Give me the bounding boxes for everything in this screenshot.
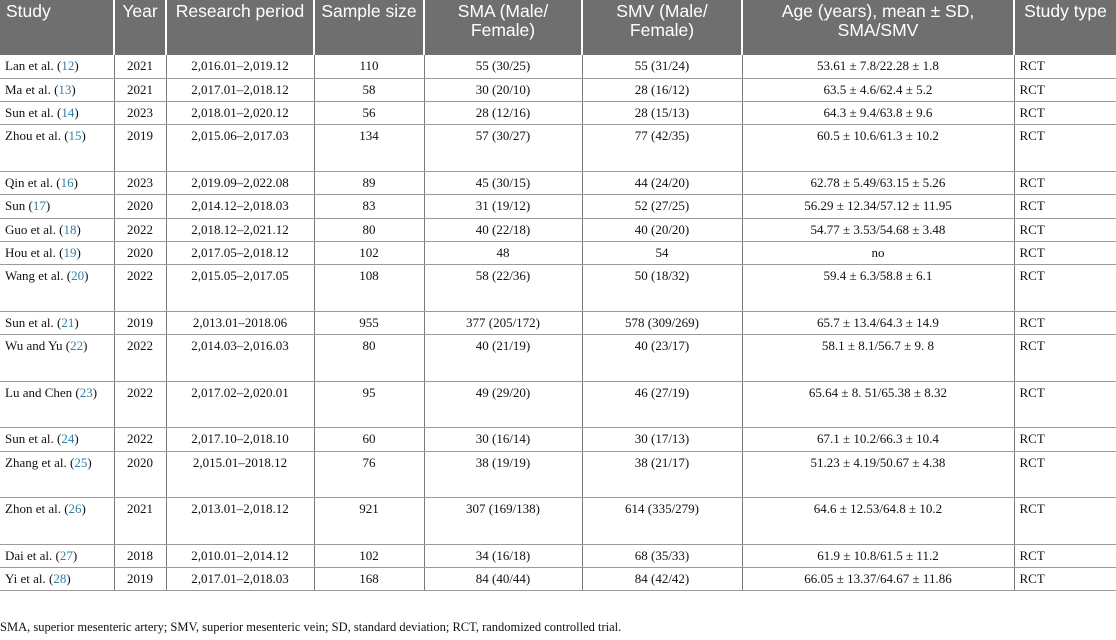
cell-age: 56.29 ± 12.34/57.12 ± 11.95 bbox=[742, 195, 1014, 218]
cell-study-type: RCT bbox=[1014, 78, 1116, 101]
study-name: Yi et al. ( bbox=[5, 571, 54, 587]
cell-study-type: RCT bbox=[1014, 218, 1116, 241]
cell-study-type: RCT bbox=[1014, 265, 1116, 312]
reference-link[interactable]: 28 bbox=[53, 571, 67, 587]
cell-study-type: RCT bbox=[1014, 125, 1116, 172]
cell-study bbox=[0, 55, 114, 78]
cell-research-period: 2,014.12–2,018.03 bbox=[166, 195, 314, 218]
cell-sma: 48 bbox=[424, 241, 582, 264]
cell-sample-size: 921 bbox=[314, 498, 424, 545]
cell-year: 2019 bbox=[114, 125, 166, 172]
reference-link[interactable]: 18 bbox=[63, 221, 77, 237]
study-name: Sun et al. ( bbox=[5, 431, 62, 447]
reference-link[interactable]: 26 bbox=[68, 501, 82, 517]
study-name-close: ) bbox=[87, 454, 92, 470]
reference-link[interactable]: 17 bbox=[32, 198, 46, 214]
table-row bbox=[0, 102, 1116, 125]
cell-sma: 49 (29/20) bbox=[424, 381, 582, 428]
reference-link[interactable]: 25 bbox=[74, 454, 88, 470]
cell-age: no bbox=[742, 241, 1014, 264]
cell-year: 2022 bbox=[114, 428, 166, 451]
cell-smv: 55 (31/24) bbox=[582, 55, 742, 78]
table-footnote: SMA, superior mesenteric artery; SMV, superior mesenteric vein; SD, standard deviation; RCT, randomized controlled trial. bbox=[0, 620, 622, 634]
cell-age: 65.64 ± 8. 51/65.38 ± 8.32 bbox=[742, 381, 1014, 428]
cell-smv: 30 (17/13) bbox=[582, 428, 742, 451]
cell-study bbox=[0, 451, 114, 498]
cell-sample-size: 80 bbox=[314, 335, 424, 382]
cell-research-period: 2,017.05–2,018.12 bbox=[166, 241, 314, 264]
cell-study bbox=[0, 335, 114, 382]
table-row bbox=[0, 78, 1116, 101]
study-name: Zhang et al. ( bbox=[5, 454, 75, 470]
cell-study-type: RCT bbox=[1014, 311, 1116, 334]
cell-age: 60.5 ± 10.6/61.3 ± 10.2 bbox=[742, 125, 1014, 172]
cell-year: 2019 bbox=[114, 311, 166, 334]
cell-age: 54.77 ± 3.53/54.68 ± 3.48 bbox=[742, 218, 1014, 241]
cell-study bbox=[0, 195, 114, 218]
cell-sma: 57 (30/27) bbox=[424, 125, 582, 172]
cell-year: 2021 bbox=[114, 78, 166, 101]
table-row bbox=[0, 265, 1116, 312]
cell-year: 2021 bbox=[114, 498, 166, 545]
reference-link[interactable]: 21 bbox=[61, 314, 75, 330]
cell-sma: 30 (20/10) bbox=[424, 78, 582, 101]
table-row bbox=[0, 335, 1116, 382]
study-name: Sun et al. ( bbox=[5, 314, 62, 330]
cell-year: 2022 bbox=[114, 335, 166, 382]
cell-sma: 58 (22/36) bbox=[424, 265, 582, 312]
cell-age: 64.6 ± 12.53/64.8 ± 10.2 bbox=[742, 498, 1014, 545]
cell-sma: 30 (16/14) bbox=[424, 428, 582, 451]
cell-study bbox=[0, 498, 114, 545]
cell-sma: 377 (205/172) bbox=[424, 311, 582, 334]
reference-link[interactable]: 23 bbox=[79, 384, 93, 400]
table-row bbox=[0, 125, 1116, 172]
table-row bbox=[0, 241, 1116, 264]
cell-research-period: 2,016.01–2,019.12 bbox=[166, 55, 314, 78]
header-smv: SMV (Male/ Female) bbox=[582, 0, 742, 55]
cell-research-period: 2,015.06–2,017.03 bbox=[166, 125, 314, 172]
study-name-close: ) bbox=[74, 431, 79, 447]
cell-sample-size: 110 bbox=[314, 55, 424, 78]
header-age: Age (years), mean ± SD, SMA/SMV bbox=[742, 0, 1014, 55]
cell-study-type: RCT bbox=[1014, 55, 1116, 78]
cell-sample-size: 102 bbox=[314, 544, 424, 567]
study-name-close: ) bbox=[74, 105, 79, 121]
cell-study bbox=[0, 125, 114, 172]
study-name: Zhon et al. ( bbox=[5, 501, 69, 517]
study-name-close: ) bbox=[71, 81, 76, 97]
study-name: Zhou et al. ( bbox=[5, 128, 69, 144]
reference-link[interactable]: 19 bbox=[63, 244, 77, 260]
cell-sample-size: 80 bbox=[314, 218, 424, 241]
cell-study bbox=[0, 311, 114, 334]
study-name-close: ) bbox=[81, 128, 86, 144]
cell-study bbox=[0, 381, 114, 428]
cell-year: 2022 bbox=[114, 265, 166, 312]
cell-study-type: RCT bbox=[1014, 195, 1116, 218]
cell-sample-size: 58 bbox=[314, 78, 424, 101]
cell-study bbox=[0, 428, 114, 451]
cell-age: 63.5 ± 4.6/62.4 ± 5.2 bbox=[742, 78, 1014, 101]
cell-smv: 52 (27/25) bbox=[582, 195, 742, 218]
table-row bbox=[0, 498, 1116, 545]
reference-link[interactable]: 16 bbox=[60, 174, 74, 190]
study-name-close: ) bbox=[81, 501, 86, 517]
cell-age: 65.7 ± 13.4/64.3 ± 14.9 bbox=[742, 311, 1014, 334]
study-name-close: ) bbox=[76, 244, 81, 260]
cell-year: 2020 bbox=[114, 451, 166, 498]
cell-smv: 46 (27/19) bbox=[582, 381, 742, 428]
cell-age: 62.78 ± 5.49/63.15 ± 5.26 bbox=[742, 171, 1014, 194]
study-name-close: ) bbox=[74, 58, 79, 73]
table-row bbox=[0, 171, 1116, 194]
cell-smv: 44 (24/20) bbox=[582, 171, 742, 194]
cell-year: 2020 bbox=[114, 195, 166, 218]
cell-sample-size: 134 bbox=[314, 125, 424, 172]
reference-link[interactable]: 24 bbox=[61, 431, 75, 447]
study-name: Wang et al. ( bbox=[5, 268, 72, 284]
cell-age: 51.23 ± 4.19/50.67 ± 4.38 bbox=[742, 451, 1014, 498]
table-row bbox=[0, 568, 1116, 591]
study-name-close: ) bbox=[72, 547, 78, 563]
cell-year: 2023 bbox=[114, 102, 166, 125]
cell-sample-size: 56 bbox=[314, 102, 424, 125]
reference-link[interactable]: 22 bbox=[70, 338, 84, 354]
cell-study bbox=[0, 171, 114, 194]
study-name: Ma et al. ( bbox=[5, 81, 59, 97]
cell-sma: 40 (22/18) bbox=[424, 218, 582, 241]
cell-smv: 40 (20/20) bbox=[582, 218, 742, 241]
cell-smv: 54 bbox=[582, 241, 742, 264]
cell-smv: 40 (23/17) bbox=[582, 335, 742, 382]
cell-research-period: 2,019.09–2,022.08 bbox=[166, 171, 314, 194]
cell-age: 66.05 ± 13.37/64.67 ± 11.86 bbox=[742, 568, 1014, 591]
cell-study bbox=[0, 102, 114, 125]
study-name: Lan et al. ( bbox=[5, 58, 62, 73]
study-name: Qin et al. ( bbox=[5, 174, 61, 190]
cell-study bbox=[0, 241, 114, 264]
cell-study-type: RCT bbox=[1014, 171, 1116, 194]
cell-sample-size: 102 bbox=[314, 241, 424, 264]
cell-research-period: 2,018.01–2,020.12 bbox=[166, 102, 314, 125]
cell-study bbox=[0, 78, 114, 101]
cell-research-period: 2,014.03–2,016.03 bbox=[166, 335, 314, 382]
cell-smv: 614 (335/279) bbox=[582, 498, 742, 545]
cell-year: 2019 bbox=[114, 568, 166, 591]
table-row bbox=[0, 544, 1116, 567]
study-name-close: ) bbox=[66, 571, 71, 587]
cell-year: 2022 bbox=[114, 218, 166, 241]
study-name: Wu and Yu ( bbox=[5, 338, 71, 354]
cell-research-period: 2,013.01–2018.06 bbox=[166, 311, 314, 334]
cell-study-type: RCT bbox=[1014, 381, 1116, 428]
cell-research-period: 2,010.01–2,014.12 bbox=[166, 544, 314, 567]
cell-smv: 68 (35/33) bbox=[582, 544, 742, 567]
cell-research-period: 2,015.05–2,017.05 bbox=[166, 265, 314, 312]
reference-link[interactable]: 15 bbox=[68, 128, 82, 144]
study-name-close: ) bbox=[74, 314, 79, 330]
cell-study-type: RCT bbox=[1014, 451, 1116, 498]
cell-sample-size: 95 bbox=[314, 381, 424, 428]
table-row bbox=[0, 381, 1116, 428]
study-name: Hou et al. ( bbox=[5, 244, 64, 260]
cell-study-type: RCT bbox=[1014, 544, 1116, 567]
cell-age: 64.3 ± 9.4/63.8 ± 9.6 bbox=[742, 102, 1014, 125]
reference-link[interactable]: 20 bbox=[71, 268, 85, 284]
cell-year: 2023 bbox=[114, 171, 166, 194]
study-name-close: ) bbox=[84, 268, 89, 284]
cell-sample-size: 60 bbox=[314, 428, 424, 451]
cell-smv: 77 (42/35) bbox=[582, 125, 742, 172]
cell-sample-size: 89 bbox=[314, 171, 424, 194]
study-name-close: ) bbox=[76, 221, 81, 237]
cell-sma: 307 (169/138) bbox=[424, 498, 582, 545]
study-name-close: ) bbox=[45, 198, 51, 214]
header-sample-size: Sample size bbox=[314, 0, 424, 55]
table-row bbox=[0, 428, 1116, 451]
reference-link[interactable]: 13 bbox=[58, 81, 72, 97]
cell-research-period: 2,013.01–2,018.12 bbox=[166, 498, 314, 545]
reference-link[interactable]: 27 bbox=[59, 547, 73, 563]
study-name-close: ) bbox=[92, 384, 98, 400]
cell-study-type: RCT bbox=[1014, 335, 1116, 382]
table-row bbox=[0, 195, 1116, 218]
header-row bbox=[0, 0, 1116, 55]
cell-study-type: RCT bbox=[1014, 102, 1116, 125]
header-sma: SMA (Male/ Female) bbox=[424, 0, 582, 55]
cell-age: 53.61 ± 7.8/22.28 ± 1.8 bbox=[742, 55, 1014, 78]
cell-smv: 38 (21/17) bbox=[582, 451, 742, 498]
cell-study bbox=[0, 544, 114, 567]
cell-smv: 84 (42/42) bbox=[582, 568, 742, 591]
table-row bbox=[0, 311, 1116, 334]
cell-sample-size: 83 bbox=[314, 195, 424, 218]
cell-sma: 28 (12/16) bbox=[424, 102, 582, 125]
cell-study-type: RCT bbox=[1014, 241, 1116, 264]
study-name-close: ) bbox=[83, 338, 88, 354]
cell-age: 59.4 ± 6.3/58.8 ± 6.1 bbox=[742, 265, 1014, 312]
study-name: Sun ( bbox=[5, 198, 33, 214]
cell-research-period: 2,015.01–2018.12 bbox=[166, 451, 314, 498]
cell-research-period: 2,017.02–2,020.01 bbox=[166, 381, 314, 428]
cell-sma: 40 (21/19) bbox=[424, 335, 582, 382]
cell-research-period: 2,017.01–2,018.03 bbox=[166, 568, 314, 591]
study-name: Lu and Chen ( bbox=[5, 384, 80, 400]
study-name: Sun et al. ( bbox=[5, 105, 62, 121]
study-name: Guo et al. ( bbox=[5, 221, 64, 237]
reference-link[interactable]: 12 bbox=[61, 58, 75, 73]
table-row bbox=[0, 55, 1116, 78]
cell-sample-size: 168 bbox=[314, 568, 424, 591]
cell-sma: 55 (30/25) bbox=[424, 55, 582, 78]
cell-research-period: 2,017.01–2,018.12 bbox=[166, 78, 314, 101]
cell-study bbox=[0, 265, 114, 312]
header-research-period: Research period bbox=[166, 0, 314, 55]
cell-age: 61.9 ± 10.8/61.5 ± 11.2 bbox=[742, 544, 1014, 567]
cell-sma: 31 (19/12) bbox=[424, 195, 582, 218]
cell-smv: 578 (309/269) bbox=[582, 311, 742, 334]
cell-sma: 84 (40/44) bbox=[424, 568, 582, 591]
cell-sma: 38 (19/19) bbox=[424, 451, 582, 498]
cell-age: 58.1 ± 8.1/56.7 ± 9. 8 bbox=[742, 335, 1014, 382]
cell-study bbox=[0, 218, 114, 241]
cell-year: 2022 bbox=[114, 381, 166, 428]
cell-year: 2018 bbox=[114, 544, 166, 567]
cell-year: 2020 bbox=[114, 241, 166, 264]
cell-sma: 34 (16/18) bbox=[424, 544, 582, 567]
study-name: Dai et al. ( bbox=[5, 547, 60, 563]
cell-study-type: RCT bbox=[1014, 568, 1116, 591]
cell-sma: 45 (30/15) bbox=[424, 171, 582, 194]
cell-sample-size: 108 bbox=[314, 265, 424, 312]
header-study: Study bbox=[0, 0, 114, 55]
cell-sample-size: 955 bbox=[314, 311, 424, 334]
cell-study bbox=[0, 568, 114, 591]
cell-smv: 50 (18/32) bbox=[582, 265, 742, 312]
header-study-type: Study type bbox=[1014, 0, 1116, 55]
header-year: Year bbox=[114, 0, 166, 55]
cell-smv: 28 (16/12) bbox=[582, 78, 742, 101]
cell-research-period: 2,018.12–2,021.12 bbox=[166, 218, 314, 241]
cell-sample-size: 76 bbox=[314, 451, 424, 498]
cell-study-type: RCT bbox=[1014, 498, 1116, 545]
table-row bbox=[0, 218, 1116, 241]
study-name-close: ) bbox=[73, 174, 78, 190]
cell-age: 67.1 ± 10.2/66.3 ± 10.4 bbox=[742, 428, 1014, 451]
cell-research-period: 2,017.10–2,018.10 bbox=[166, 428, 314, 451]
cell-study-type: RCT bbox=[1014, 428, 1116, 451]
reference-link[interactable]: 14 bbox=[61, 105, 75, 121]
cell-smv: 28 (15/13) bbox=[582, 102, 742, 125]
cell-year: 2021 bbox=[114, 55, 166, 78]
table-row bbox=[0, 451, 1116, 498]
